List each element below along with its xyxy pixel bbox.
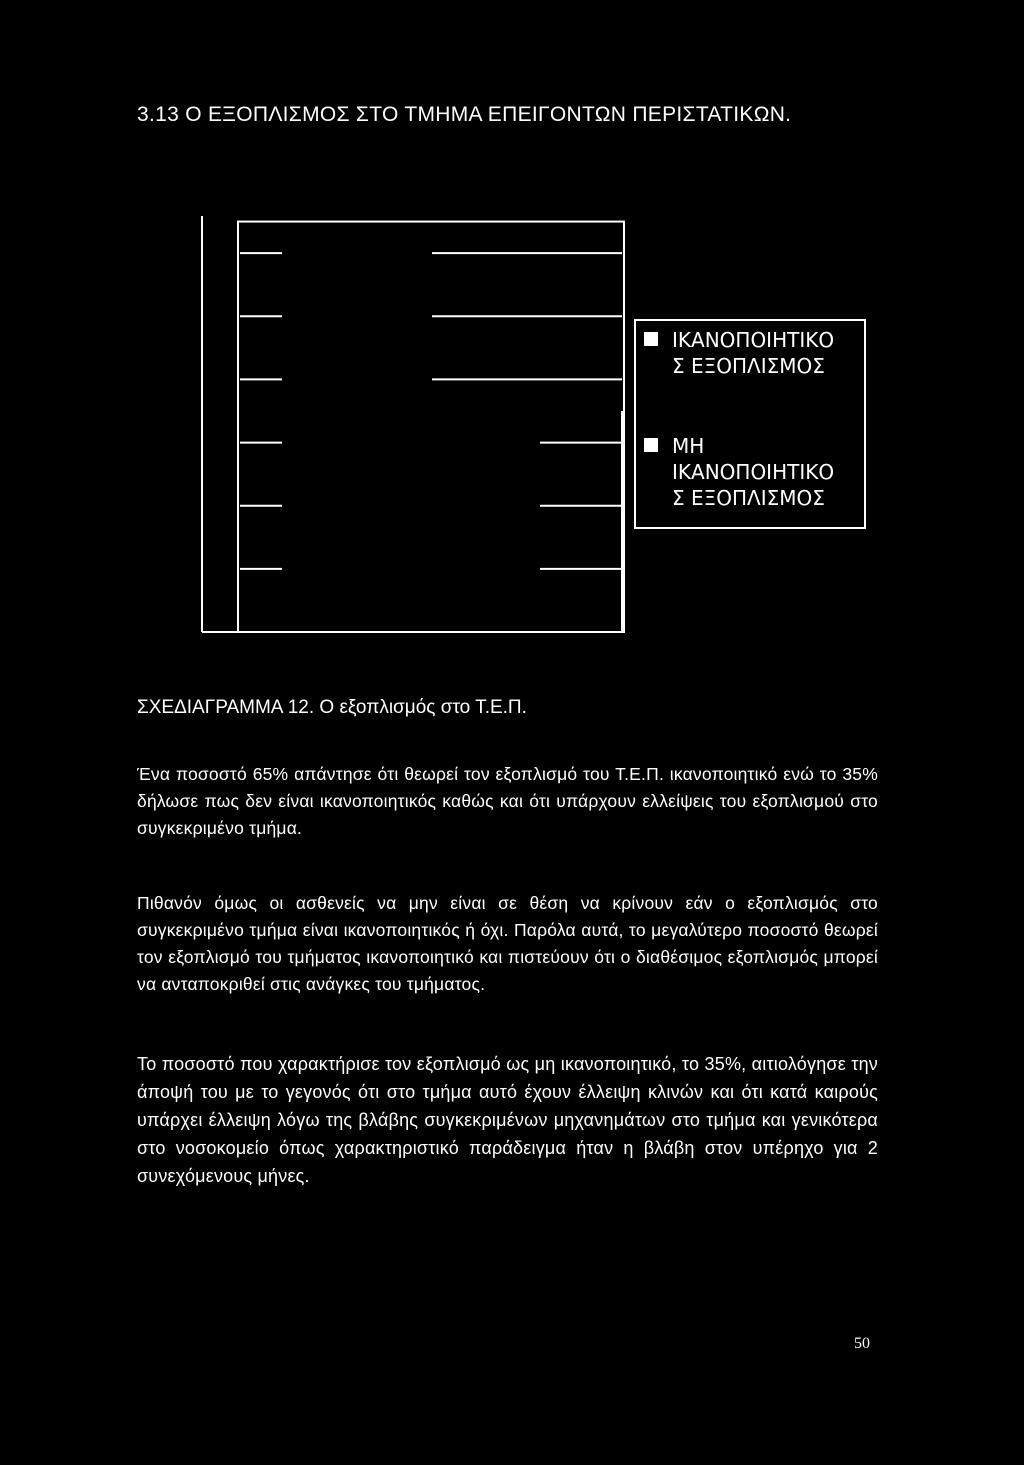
legend-swatch-satisfactory [644, 332, 658, 346]
page-number: 50 [854, 1335, 870, 1352]
body-paragraph: Ένα ποσοστό 65% απάντησε ότι θεωρεί τον εξοπλισμό του Τ.Ε.Π. ικανοποιητικό ενώ το 35% δήλωσε πως δεν είναι ικανοποιητικός καθώς και ότι υπάρχουν ελλείψεις του εξοπλισμού στο συγκεκριμένο τμήμα. [137, 764, 878, 838]
chart-plot-area [0, 0, 1024, 700]
bar-satisfactory [238, 222, 624, 632]
legend-label-satisfactory: ΙΚΑΝΟΠΟΙΗΤΙΚΟ Σ ΕΞΟΠΛΙΣΜΟΣ [672, 328, 835, 378]
legend-label-unsatisfactory: ΜΗ ΙΚΑΝΟΠΟΙΗΤΙΚΟ Σ ΕΞΟΠΛΙΣΜΟΣ [672, 434, 835, 510]
chart-legend [634, 319, 866, 529]
legend-swatch-unsatisfactory [644, 438, 658, 452]
section-heading: 3.13 Ο ΕΞΟΠΛΙΣΜΟΣ ΣΤΟ ΤΜΗΜΑ ΕΠΕΙΓΟΝΤΩΝ ΠΕΡΙΣΤΑΤΙΚΩΝ. [137, 103, 792, 126]
body-paragraph: Το ποσοστό που χαρακτήρισε τον εξοπλισμό ως μη ικανοποιητικό, το 35%, αιτιολόγησε την άποψή του με το γεγονός ότι στο τμήμα αυτό έχουν έλλειψη κλινών και ότι κατά καιρούς υπάρχει έλλειψη λόγω της βλάβης συγκεκριμένων μηχανημάτων στο τμήμα και γενικότερα στο νοσοκομείο όπως χαρακτηριστικό παράδειγμα ήταν η βλάβη στον υπέρηχο για 2 συνεχόμενους μήνες. [137, 1054, 878, 1186]
equipment-chart [0, 0, 1024, 700]
figure-caption: ΣΧΕΔΙΑΓΡΑΜΜΑ 12. Ο εξοπλισμός στο Τ.Ε.Π. [137, 697, 527, 718]
body-paragraph: Πιθανόν όμως οι ασθενείς να μην είναι σε θέση να κρίνουν εάν ο εξοπλισμός στο συγκεκριμένο τμήμα είναι ικανοποιητικός ή όχι. Παρόλα αυτά, το μεγαλύτερο ποσοστό θεωρεί τον εξοπλισμό του τμήματος ικανοποιητικό και πιστεύουν ότι ο διαθέσιμος εξοπλισμός μπορεί να ανταποκριθεί στις ανάγκες του τμήματος. [137, 893, 878, 994]
